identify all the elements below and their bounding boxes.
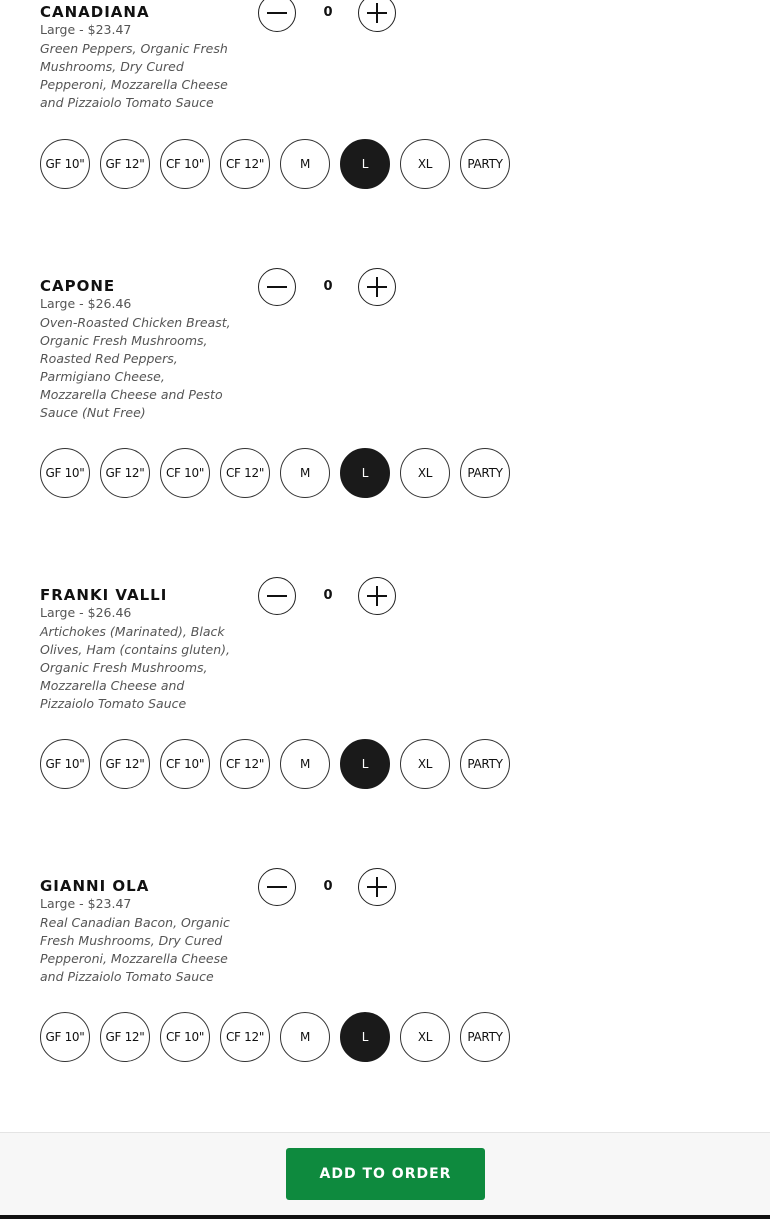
decrease-quantity-button[interactable]	[258, 268, 296, 306]
size-option-cf-10[interactable]: CF 10"	[160, 1012, 210, 1062]
item-price: Large - $23.47	[40, 896, 132, 911]
item-description: Green Peppers, Organic Fresh Mushrooms, Dry Cured Pepperoni, Mozzarella Cheese and Pizzaiolo Tomato Sauce	[40, 41, 228, 110]
quantity-stepper	[258, 577, 398, 617]
size-option-l[interactable]: L	[340, 1012, 390, 1062]
size-option-l[interactable]: L	[340, 139, 390, 189]
size-option-cf-10[interactable]: CF 10"	[160, 139, 210, 189]
size-options	[40, 739, 520, 789]
size-option-gf-12[interactable]: GF 12"	[100, 139, 150, 189]
size-option-gf-10[interactable]: GF 10"	[40, 739, 90, 789]
decrease-quantity-button[interactable]	[258, 577, 296, 615]
increase-quantity-button[interactable]	[358, 0, 396, 32]
item-name: GIANNI OLA	[40, 877, 150, 895]
decrease-quantity-button[interactable]	[258, 0, 296, 32]
item-name: CANADIANA	[40, 3, 150, 21]
plus-icon	[366, 876, 388, 898]
minus-icon	[266, 2, 288, 24]
item-description: Real Canadian Bacon, Organic Fresh Mushrooms, Dry Cured Pepperoni, Mozzarella Cheese and Pizzaiolo Tomato Sauce	[40, 915, 230, 984]
size-options	[40, 1012, 520, 1062]
quantity-value: 0	[323, 5, 333, 20]
size-option-gf-10[interactable]: GF 10"	[40, 139, 90, 189]
minus-icon	[266, 585, 288, 607]
size-option-gf-10[interactable]: GF 10"	[40, 448, 90, 498]
size-options	[40, 139, 520, 189]
size-option-m[interactable]: M	[280, 739, 330, 789]
size-option-xl[interactable]: XL	[400, 1012, 450, 1062]
quantity-stepper	[258, 268, 398, 308]
increase-quantity-button[interactable]	[358, 268, 396, 306]
size-option-m[interactable]: M	[280, 139, 330, 189]
size-option-cf-12[interactable]: CF 12"	[220, 139, 270, 189]
quantity-value: 0	[323, 879, 333, 894]
item-name: CAPONE	[40, 277, 116, 295]
minus-icon	[266, 276, 288, 298]
size-option-m[interactable]: M	[280, 1012, 330, 1062]
size-option-l[interactable]: L	[340, 739, 390, 789]
add-to-order-button[interactable]: ADD TO ORDER	[286, 1148, 485, 1200]
quantity-stepper	[258, 868, 398, 908]
size-option-l[interactable]: L	[340, 448, 390, 498]
bottom-divider	[0, 1215, 770, 1219]
size-option-m[interactable]: M	[280, 448, 330, 498]
item-description: Oven-Roasted Chicken Breast, Organic Fresh Mushrooms, Roasted Red Peppers, Parmigiano Cheese, Mozzarella Cheese and Pesto Sauce (Nut Free)	[40, 315, 231, 420]
size-option-party[interactable]: PARTY	[460, 1012, 510, 1062]
size-option-gf-12[interactable]: GF 12"	[100, 448, 150, 498]
size-option-cf-10[interactable]: CF 10"	[160, 448, 210, 498]
size-option-cf-12[interactable]: CF 12"	[220, 739, 270, 789]
item-name: FRANKI VALLI	[40, 586, 168, 604]
increase-quantity-button[interactable]	[358, 577, 396, 615]
size-options	[40, 448, 520, 498]
item-price: Large - $26.46	[40, 296, 132, 311]
size-option-party[interactable]: PARTY	[460, 448, 510, 498]
quantity-stepper	[258, 0, 398, 34]
item-price: Large - $26.46	[40, 605, 132, 620]
quantity-value: 0	[323, 279, 333, 294]
quantity-value: 0	[323, 588, 333, 603]
size-option-cf-10[interactable]: CF 10"	[160, 739, 210, 789]
minus-icon	[266, 876, 288, 898]
order-footer	[0, 1132, 770, 1215]
size-option-cf-12[interactable]: CF 12"	[220, 1012, 270, 1062]
size-option-gf-12[interactable]: GF 12"	[100, 739, 150, 789]
size-option-party[interactable]: PARTY	[460, 739, 510, 789]
plus-icon	[366, 2, 388, 24]
item-price: Large - $23.47	[40, 22, 132, 37]
size-option-xl[interactable]: XL	[400, 739, 450, 789]
plus-icon	[366, 276, 388, 298]
size-option-xl[interactable]: XL	[400, 448, 450, 498]
size-option-gf-12[interactable]: GF 12"	[100, 1012, 150, 1062]
size-option-cf-12[interactable]: CF 12"	[220, 448, 270, 498]
plus-icon	[366, 585, 388, 607]
decrease-quantity-button[interactable]	[258, 868, 296, 906]
item-description: Artichokes (Marinated), Black Olives, Ham (contains gluten), Organic Fresh Mushrooms, Mozzarella Cheese and Pizzaiolo Tomato Sauce	[40, 624, 230, 711]
increase-quantity-button[interactable]	[358, 868, 396, 906]
size-option-xl[interactable]: XL	[400, 139, 450, 189]
size-option-party[interactable]: PARTY	[460, 139, 510, 189]
size-option-gf-10[interactable]: GF 10"	[40, 1012, 90, 1062]
